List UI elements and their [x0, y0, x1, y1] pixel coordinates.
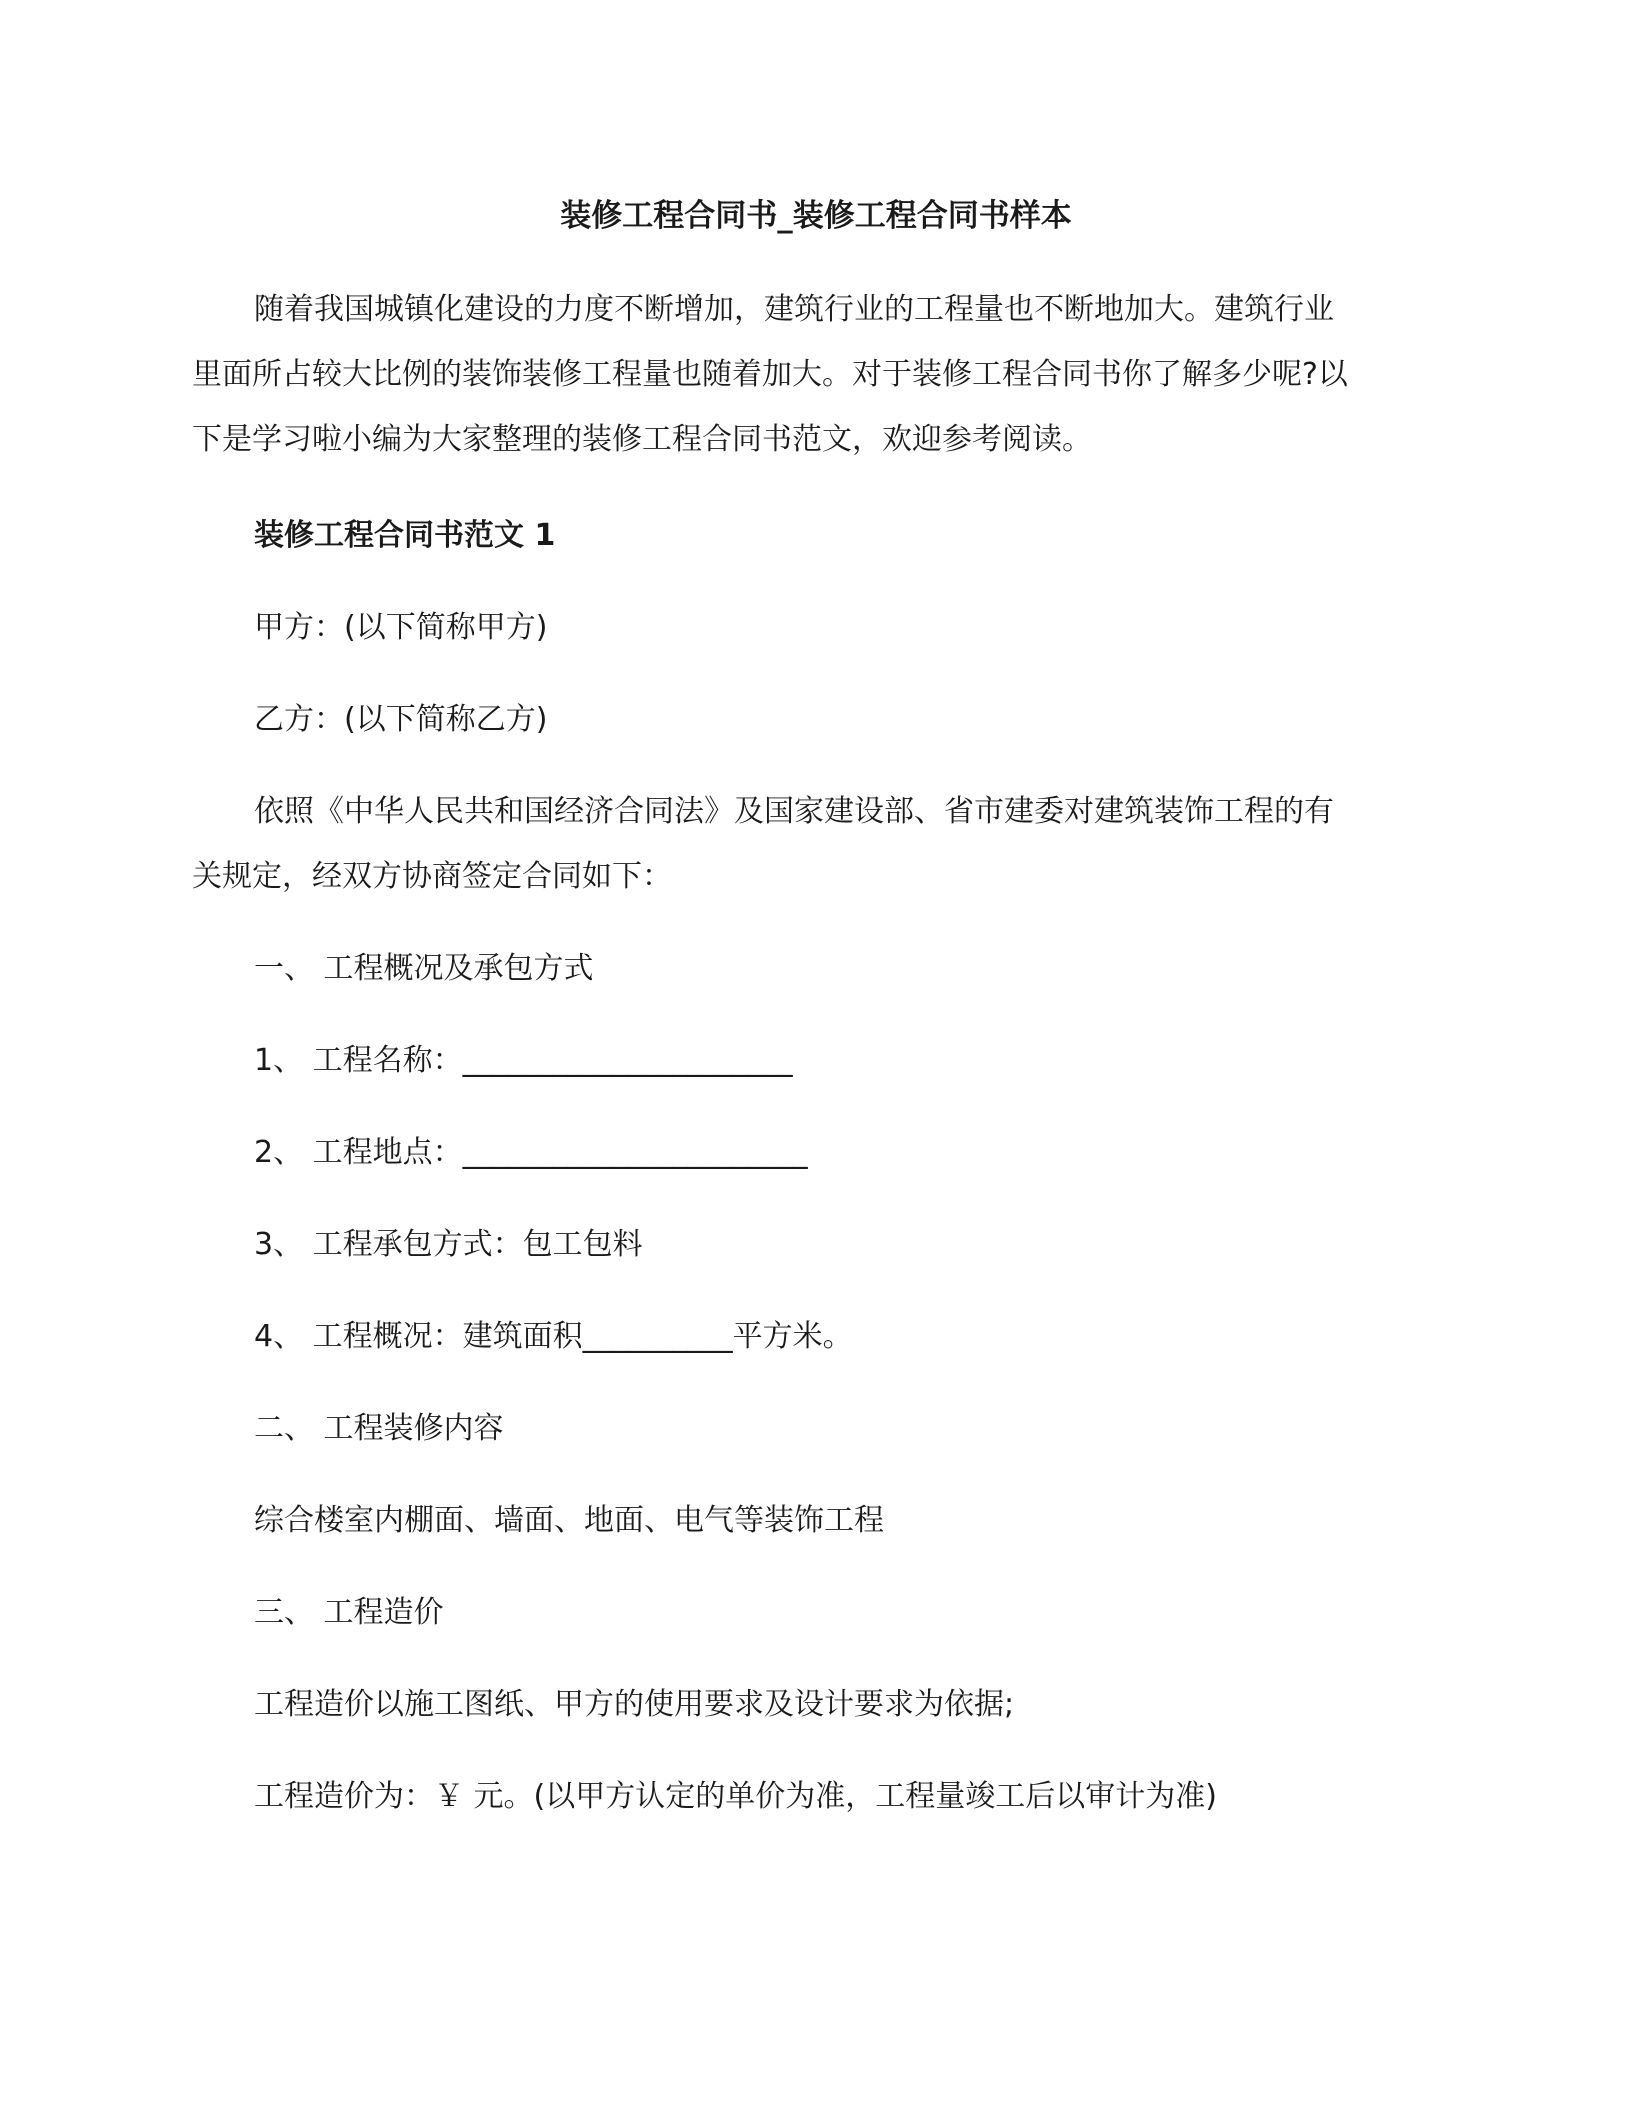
item-project-name: 1、 工程名称：______________________: [254, 1043, 793, 1078]
section-heading-1: 一、 工程概况及承包方式: [254, 951, 594, 986]
party-a-line: 甲方：(以下简称甲方): [254, 610, 548, 645]
intro-line-2: 里面所占较大比例的装饰装修工程量也随着加大。对于装修工程合同书你了解多少呢?以: [192, 357, 1348, 392]
price-basis-line: 工程造价以施工图纸、甲方的使用要求及设计要求为依据;: [254, 1687, 1015, 1722]
item-project-location: 2、 工程地点：_______________________: [254, 1135, 808, 1170]
item-project-overview: 4、 工程概况：建筑面积__________平方米。: [254, 1319, 853, 1354]
party-b-line: 乙方：(以下简称乙方): [254, 702, 548, 737]
section-heading-2: 二、 工程装修内容: [254, 1411, 504, 1446]
decoration-content: 综合楼室内棚面、墙面、地面、电气等装饰工程: [254, 1503, 884, 1538]
sample-heading: 装修工程合同书范文 1: [254, 518, 556, 553]
basis-line-2: 关规定，经双方协商签定合同如下：: [192, 859, 672, 894]
intro-line-3: 下是学习啦小编为大家整理的装修工程合同书范文，欢迎参考阅读。: [192, 422, 1092, 457]
basis-line-1: 依照《中华人民共和国经济合同法》及国家建设部、省市建委对建筑装饰工程的有: [254, 794, 1334, 829]
section-heading-3: 三、 工程造价: [254, 1595, 444, 1630]
intro-line-1: 随着我国城镇化建设的力度不断增加，建筑行业的工程量也不断地加大。建筑行业: [254, 292, 1334, 327]
document-title: 装修工程合同书_装修工程合同书样本: [560, 198, 1072, 234]
price-line: 工程造价为：￥ 元。(以甲方认定的单价为准，工程量竣工后以审计为准): [254, 1779, 1217, 1814]
item-contract-method: 3、 工程承包方式：包工包料: [254, 1227, 643, 1262]
